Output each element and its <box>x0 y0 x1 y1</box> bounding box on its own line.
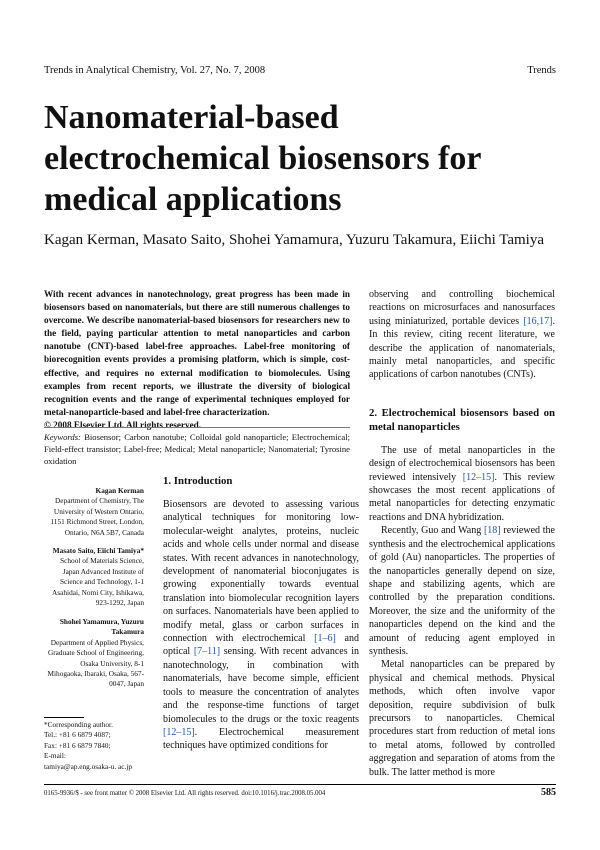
body-paragraph <box>369 524 555 658</box>
reference-link[interactable]: [7–11] <box>193 646 221 658</box>
affiliation-address: Department of Applied Physics, Graduate School of Engineering, Osaka University, 8-1 Mihogaoka, Ibaraki, Osaka, 567-0047, Japan <box>47 637 144 689</box>
keywords <box>44 431 350 467</box>
reference-link[interactable]: [18] <box>483 525 501 537</box>
article-title: Nanomaterial-based electrochemical biosensors for medical applications <box>44 99 481 218</box>
body-paragraph: Metal nanoparticles can be prepared by physical and chemical methods. Physical methods, which often involve vapor deposition, require subdivision of bulk precursors to nanoparticles. Chemical procedures start from reduction of metal ions to metal atoms, followed by controlled aggregation and separation of atoms from the bulk. The latter method is more <box>369 659 555 778</box>
section-heading-electrochemical: 2. Electrochemical biosensors based on metal nanoparticles <box>369 406 555 433</box>
journal-citation: Trends in Analytical Chemistry, Vol. 27, No. 7, 2008 <box>44 65 266 76</box>
affiliation-name: Kagan Kerman <box>95 486 144 495</box>
intro-paragraph <box>163 498 359 753</box>
text-run: reviewed the synthesis and the electrochemical applications of gold (Au) nanoparticles. The properties of the nanoparticles generally depend on size, shape and stabilizing agents, which are controlled by the preparation conditions. Moreover, the size and the uniformity of the nanoparticles depend on the kind and the amount of reducing agent employed in synthesis. <box>369 525 555 657</box>
affiliation-name: Masato Saito, Eiichi Tamiya* <box>52 546 144 555</box>
affiliation-address: School of Materials Science, Japan Advanced Institute of Science and Technology, 1-1 Asahidai, Nomi City, Ishikawa, 923-1292, Japan <box>52 556 144 608</box>
abstract <box>44 288 350 432</box>
author-list: Kagan Kerman, Masato Saito, Shohei Yamamura, Yuzuru Takamura, Eiichi Tamiya <box>44 232 545 248</box>
text-run: Recently, Guo and Wang <box>381 525 484 537</box>
corresponding-fax: Fax: +81 6 6879 7840; <box>44 740 111 750</box>
text-run: . This review showcases the most recent applications of metal nanoparticles for detecting enzymatic reactions and DNA hybridization. <box>369 471 555 523</box>
intro-continuation <box>369 288 555 382</box>
section-heading-introduction: 1. Introduction <box>163 475 233 487</box>
reference-link[interactable]: [12–15] <box>462 471 495 483</box>
abstract-text: With recent advances in nanotechnology, great progress has been made in biosensors based on nanomaterials, but there are still numerous challenges to overcome. We describe nanomaterial-based biosensors for researchers new to the field, paying particular attention to metal nanoparticles and carbon nanotube (CNT)-based label-free approaches. Label-free monitoring of biorecognition events provides a promising platform, which is simple, cost-effective, and requires no external modification to biomolecules. Using examples from recent reports, we illustrate the diversity of biological recognition events and the range of experimental techniques employed for metal-nanoparticle-based and label-free characterization. <box>44 289 350 417</box>
text-run: Biosensors are devoted to assessing various analytical techniques for monitoring low-molecular-weight analytes, proteins, nucleic acids and whole cells under normal and disease states. With recent advances in nanotechnology, development of nanomaterial bioconjugates is growing exponentially towards eventual translation into biomolecular recognition layers on surfaces. Nanomaterials have been applied to modify metal, glass or carbon surfaces in connection with electrochemical <box>163 499 359 645</box>
body-column-middle <box>163 474 359 753</box>
keywords-text: Biosensor; Carbon nanotube; Colloidal gold nanoparticle; Electrochemical; Field-effect transistor; Label-free; Medical; Metal nanoparticle; Nanomaterial; Tyrosine oxidation <box>44 432 350 466</box>
corresponding-email[interactable]: tamiya@ap.eng.osaka-u. ac.jp <box>44 761 132 771</box>
text-run: . In this review, citing recent literature, we describe the application of nanomaterials, mainly metal nanoparticles, and specific applications of carbon nanotubes (CNTs). <box>369 315 555 381</box>
footer-copyright: 0165-9936/$ - see front matter © 2008 Elsevier Ltd. All rights reserved. doi:10.1016/j.trac.2008.05.004 <box>44 790 326 797</box>
corresponding-email-label: E-mail: <box>44 751 66 761</box>
affiliation-name: Shohei Yamamura, Yuzuru Takamura <box>59 617 144 637</box>
body-paragraph <box>369 444 555 524</box>
affiliation-address: Department of Chemistry, The University of Western Ontario, 1151 Richmond Street, London, Ontario, N6A 5B7, Canada <box>50 496 144 537</box>
body-column-right <box>369 288 555 779</box>
copyright-line: © 2008 Elsevier Ltd. All rights reserved. <box>44 419 202 430</box>
abstract-divider <box>44 427 350 428</box>
text-run: The use of metal nanoparticles in the design of electrochemical biosensors has been reviewed intensively <box>369 444 555 483</box>
page-number: 585 <box>541 787 556 798</box>
affiliation-3 <box>44 617 144 690</box>
reference-link[interactable]: [1–6] <box>314 633 336 645</box>
text-run: . Electrochemical measurement techniques have optimized conditions for <box>163 726 359 752</box>
keywords-label: Keywords: <box>44 432 81 442</box>
section-tag: Trends <box>527 65 556 76</box>
affiliation-1 <box>44 486 144 538</box>
affiliation-2 <box>44 546 144 608</box>
text-run: sensing. With recent advances in nanotechnology, in combination with nanomaterials, have become simple, efficient tools to measure the concentration of analytes and the response-time functions of target biomolecules to the drugs or the toxic reagents <box>163 646 360 725</box>
corresponding-author <box>44 720 154 772</box>
spacer <box>369 382 555 406</box>
reference-link[interactable]: [16,17] <box>523 315 553 327</box>
corresponding-label: *Corresponding author. <box>44 720 113 729</box>
text-run: and optical <box>163 633 359 658</box>
text-run: observing and controlling biochemical reactions on microsurfaces and nanosurfaces using miniaturized, portable devices <box>369 289 555 327</box>
corresponding-tel: Tel.: +81 6 6879 4087; <box>44 730 111 740</box>
reference-link[interactable]: [12–15] <box>163 726 195 738</box>
corresponding-divider <box>44 717 84 718</box>
footer-divider <box>44 784 556 785</box>
